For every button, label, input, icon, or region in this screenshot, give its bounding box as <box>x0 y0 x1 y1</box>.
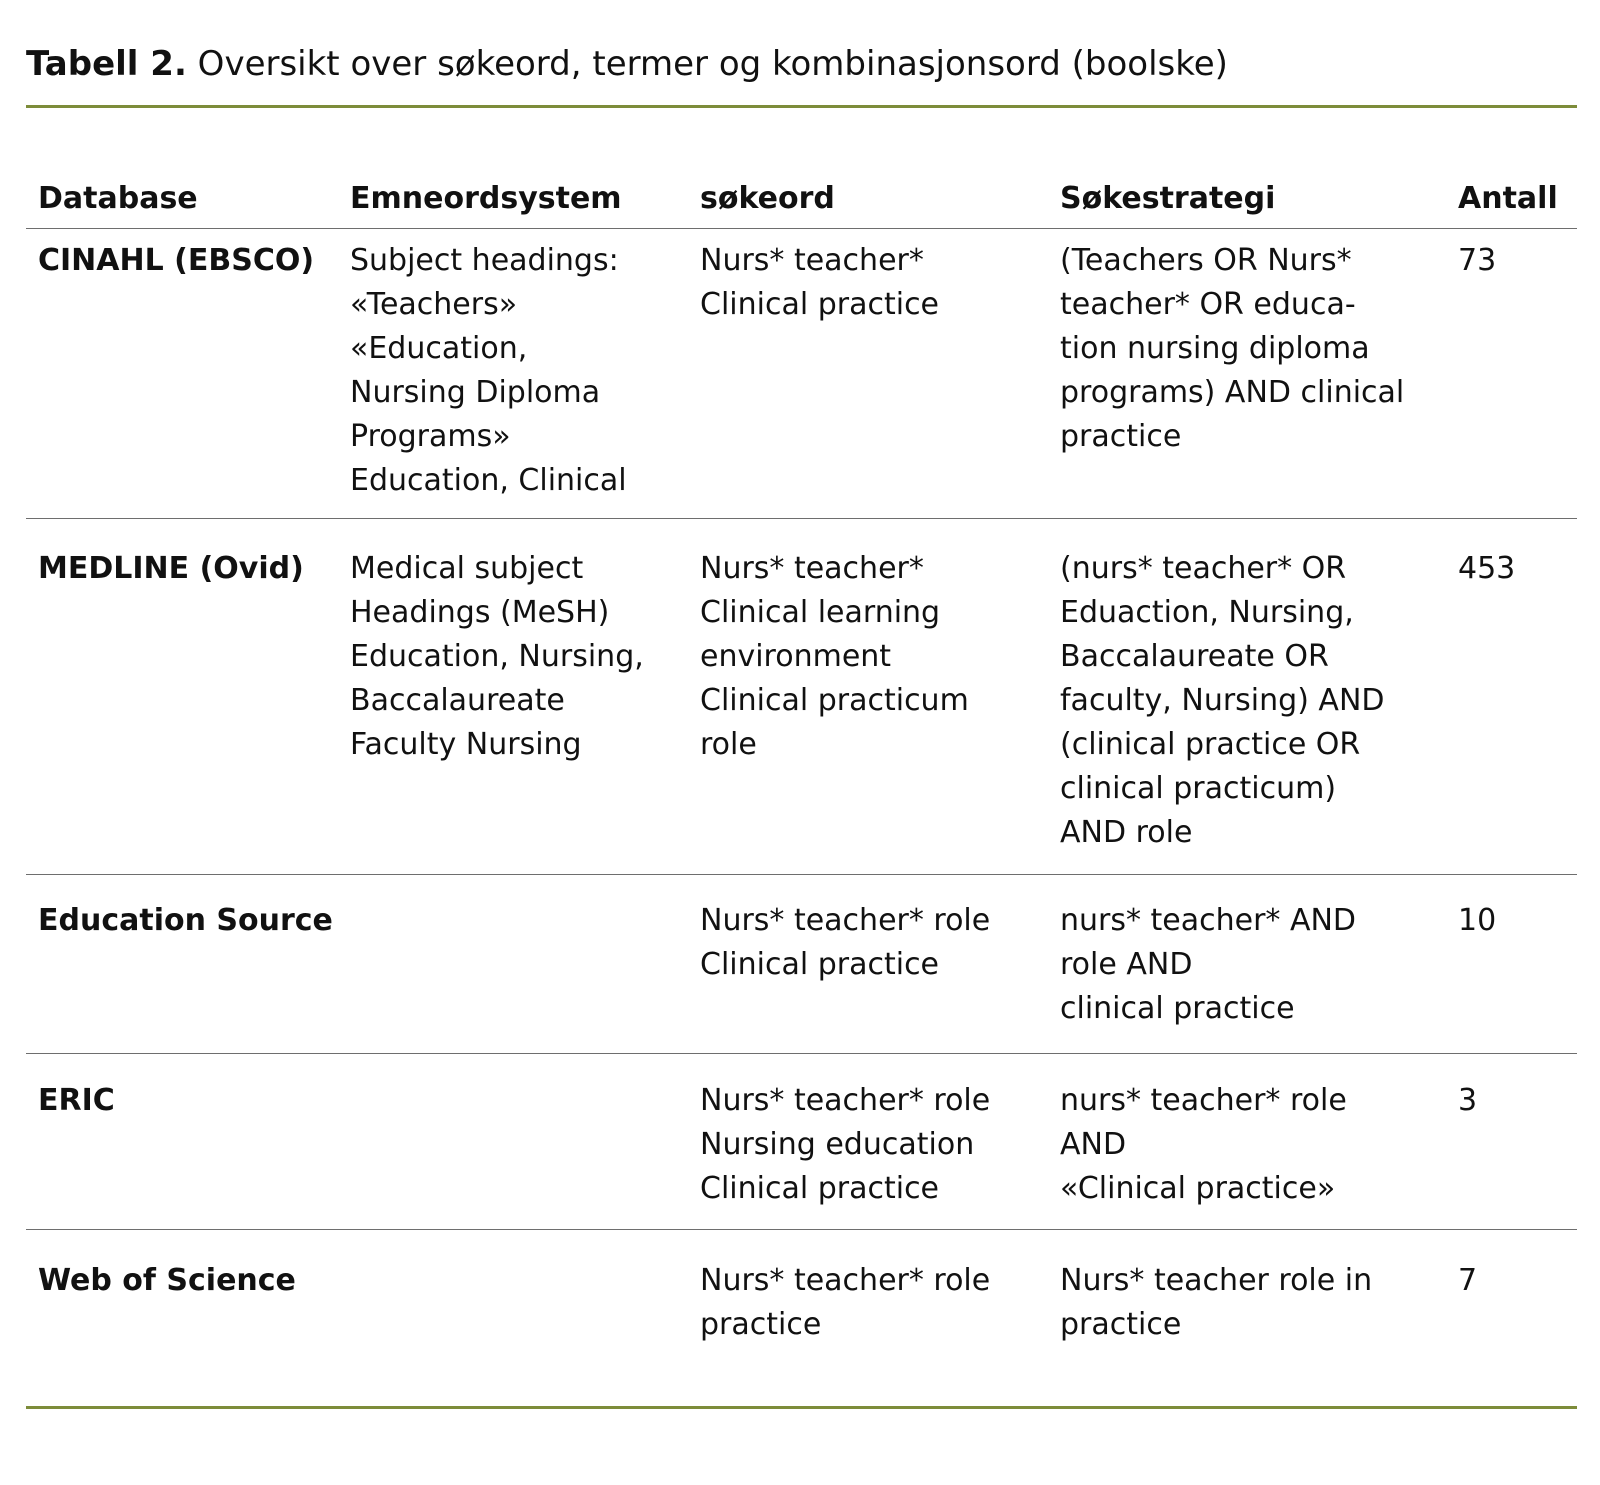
table-row <box>26 229 1577 519</box>
header-antall: Antall <box>1458 181 1558 216</box>
cell-antall: 73 <box>1458 243 1497 278</box>
cell-antall: 3 <box>1458 1083 1478 1118</box>
header-emneordsystem: Emneordsystem <box>350 181 622 216</box>
table-row <box>26 875 1577 1054</box>
table-row <box>26 1230 1577 1400</box>
cell-sokeord: Nurs* teacher* role Clinical practice <box>700 903 991 982</box>
cell-sokestrategi: nurs* teacher* AND role AND clinical practice <box>1060 903 1357 1026</box>
header-database: Database <box>38 181 198 216</box>
cell-database: Education Source <box>38 903 333 938</box>
table-row <box>26 1054 1577 1230</box>
cell-antall: 453 <box>1458 551 1516 586</box>
caption-text: Oversikt over søkeord, termer og kombinasjonsord (boolske) <box>186 44 1228 84</box>
cell-sokestrategi: Nurs* teacher role in practice <box>1060 1263 1373 1342</box>
table-row <box>26 519 1577 875</box>
cell-sokeord: Nurs* teacher* role Nursing education Clinical practice <box>700 1083 991 1206</box>
cell-database: MEDLINE (Ovid) <box>38 551 304 586</box>
cell-database: ERIC <box>38 1083 115 1118</box>
top-divider <box>26 105 1577 108</box>
cell-database: CINAHL (EBSCO) <box>38 243 315 278</box>
cell-emneordsystem: Subject headings: «Teachers» «Education, Nursing Diploma Programs» Education, Clinical <box>350 243 627 498</box>
header-sokeord: søkeord <box>700 181 835 216</box>
cell-antall: 7 <box>1458 1263 1478 1298</box>
cell-antall: 10 <box>1458 903 1497 938</box>
cell-database: Web of Science <box>38 1263 296 1298</box>
table-header-row <box>26 170 1577 229</box>
caption-label: Tabell 2. <box>26 44 187 84</box>
bottom-divider <box>26 1406 1577 1409</box>
table-caption <box>26 40 1228 88</box>
cell-sokeord: Nurs* teacher* role practice <box>700 1263 991 1342</box>
cell-sokestrategi: (nurs* teacher* OR Eduaction, Nursing, Baccalaureate OR faculty, Nursing) AND (clinical practice OR clinical practicum) AND role <box>1060 551 1385 850</box>
header-sokestrategi: Søkestrategi <box>1060 181 1276 216</box>
cell-sokeord: Nurs* teacher* Clinical practice <box>700 243 940 322</box>
cell-emneordsystem: Medical subject Headings (MeSH) Education, Nursing, Baccalaureate Faculty Nursing <box>350 551 644 762</box>
cell-sokestrategi: nurs* teacher* role AND «Clinical practice» <box>1060 1083 1347 1206</box>
cell-sokeord: Nurs* teacher* Clinical learning environment Clinical practicum role <box>700 551 969 762</box>
cell-sokestrategi: (Teachers OR Nurs* teacher* OR educa- tion nursing diploma programs) AND clinical practice <box>1060 243 1405 454</box>
